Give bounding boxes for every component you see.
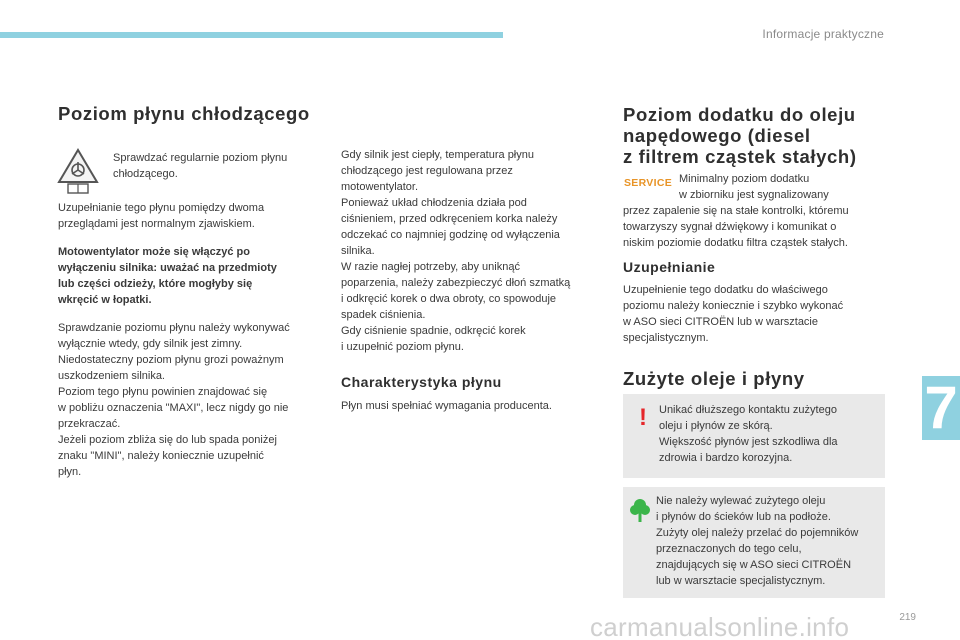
text-line: Gdy ciśnienie spadnie, odkręcić korek (341, 325, 526, 337)
text-line: Motowentylator może się włączyć po (58, 246, 250, 258)
text-line: i uzupełnić poziom płynu. (341, 341, 464, 353)
coolant-icon-line-2: chłodzącego. (113, 168, 178, 180)
text-line: poparzenia, należy zabezpieczyć dłoń szmatką (341, 277, 571, 289)
text-line: chłodzącego jest regulowana przez (341, 165, 513, 177)
text-line: silnika. (341, 245, 375, 257)
text-line: i płynów do ścieków lub na podłoże. (656, 511, 831, 523)
hot-engine-text (341, 147, 570, 355)
text-line: Niedostateczny poziom płynu grozi poważnym (58, 354, 284, 366)
environment-box (623, 487, 885, 598)
text-line: ciśnieniem, przed odkręceniem korka należy (341, 213, 558, 225)
characteristics-title: Charakterystyka płynu (341, 374, 502, 390)
service-warning-icon: SERVICE (624, 177, 673, 189)
environment-text (656, 493, 858, 589)
used-oils-title: Zużyte oleje i płyny (623, 368, 805, 389)
text-line: przeznaczonych do tego celu, (656, 543, 802, 555)
skin-warning-box (623, 394, 885, 478)
text-line: lub części odzieży, które mogłyby się (58, 278, 253, 290)
coolant-intro (58, 200, 264, 232)
text-line: Unikać dłuższego kontaktu zużytego (659, 404, 837, 416)
text-line: wkręcić w łopatki. (58, 294, 152, 306)
text-line: przeglądami jest normalnym zjawiskiem. (58, 218, 255, 230)
tree-icon (629, 497, 651, 523)
text-line: znajdujących się w ASO sieci CITROËN (656, 559, 852, 571)
additive-icon-line-2: w zbiorniku jest sygnalizowany (679, 189, 829, 201)
text-line: spadek ciśnienia. (341, 309, 426, 321)
text-line: Uzupełnienie tego dodatku do właściwego (623, 284, 828, 296)
text-line: Ponieważ układ chłodzenia działa pod (341, 197, 527, 209)
coolant-icon-line-1: Sprawdzać regularnie poziom płynu (113, 152, 288, 164)
text-line: poziomu należy koniecznie i szybko wykonać (623, 300, 844, 312)
chapter-tab: 7 (922, 376, 960, 440)
title-line: Poziom dodatku do oleju (623, 104, 856, 125)
title-line: napędowego (diesel (623, 125, 811, 146)
watermark: carmanualsonline.info (590, 612, 850, 640)
text-line: specjalistycznym. (623, 332, 709, 344)
title-line: z filtrem cząstek stałych) (623, 146, 857, 167)
warning-text (659, 402, 838, 466)
text-line: w pobliżu oznaczenia "MAXI", lecz nigdy go nie (58, 402, 289, 414)
text-line: wyłącznie wtedy, gdy silnik jest zimny. (58, 338, 243, 350)
header-accent-bar (0, 32, 503, 38)
fan-warning-text (58, 244, 277, 308)
text-line: Sprawdzanie poziomu płynu należy wykonywać (58, 322, 290, 334)
characteristics-text: Płyn musi spełniać wymagania producenta. (341, 400, 552, 412)
additive-icon-line-1: Minimalny poziom dodatku (679, 173, 810, 185)
text-line: znaku "MINI", należy koniecznie uzupełnić (58, 450, 264, 462)
text-line: przez zapalenie się na stałe kontrolki, któremu (623, 205, 849, 217)
coolant-check-text (58, 320, 290, 480)
text-line: odczekać co najmniej godzinę od wyłączenia (341, 229, 560, 241)
text-line: Nie należy wylewać zużytego oleju (656, 495, 826, 507)
text-line: i odkręcić korek o dwa obroty, co spowoduje (341, 293, 557, 305)
text-line: Uzupełnianie tego płynu pomiędzy dwoma (58, 202, 265, 214)
text-line: towarzyszy sygnał dźwiękowy i komunikat o (623, 221, 837, 233)
refill-title: Uzupełnianie (623, 259, 716, 275)
coolant-title: Poziom płynu chłodzącego (58, 103, 310, 124)
text-line: Poziom tego płynu powinien znajdować się (58, 386, 268, 398)
refill-text (623, 282, 843, 346)
text-line: w ASO sieci CITROËN lub w warsztacie (623, 316, 818, 328)
text-line: Jeżeli poziom zbliża się do lub spada poniżej (58, 434, 277, 446)
additive-text (623, 203, 849, 251)
text-line: uszkodzeniem silnika. (58, 370, 165, 382)
text-line: lub w warsztacie specjalistycznym. (656, 575, 826, 587)
additive-title (623, 104, 857, 167)
text-line: motowentylator. (341, 181, 419, 193)
text-line: niskim poziomie dodatku filtra cząstek stałych. (623, 237, 848, 249)
exclamation-icon: ! (639, 404, 647, 431)
text-line: zdrowia i bardzo korozyjna. (659, 452, 793, 464)
text-line: Większość płynów jest szkodliwa dla (659, 436, 838, 448)
text-line: Zużyty olej należy przelać do pojemników (656, 527, 859, 539)
text-line: wyłączeniu silnika: uważać na przedmioty (58, 262, 277, 274)
page-number: 219 (899, 612, 916, 623)
text-line: płyn. (58, 466, 82, 478)
section-title: Informacje praktyczne (762, 27, 884, 41)
text-line: Gdy silnik jest ciepły, temperatura płynu (341, 149, 534, 161)
fan-warning-icon (57, 148, 99, 194)
text-line: W razie nagłej potrzeby, aby uniknąć (341, 261, 520, 273)
text-line: przekraczać. (58, 418, 121, 430)
text-line: oleju i płynów ze skórą. (659, 420, 773, 432)
